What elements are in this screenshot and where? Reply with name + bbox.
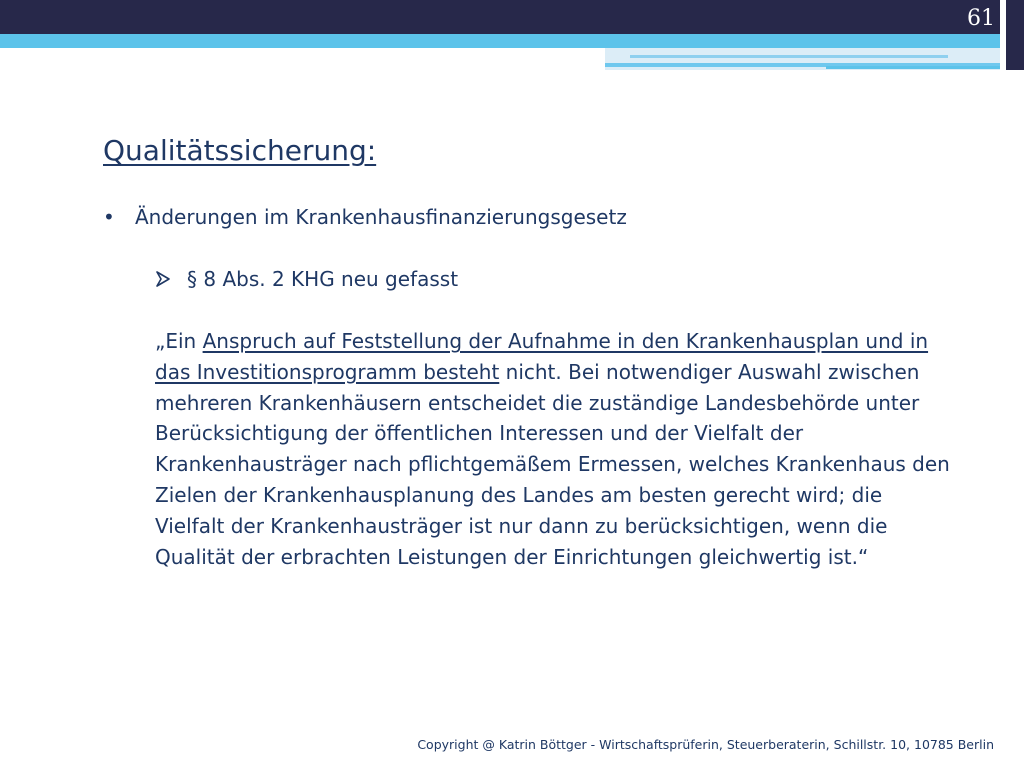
arrow-bullet-icon bbox=[155, 271, 187, 287]
quote-remainder: nicht. Bei notwendiger Auswahl zwischen mehreren Krankenhäusern entscheidet die zuständige Landesbehörde unter Berücksichtigung der öffentlichen Interessen und der Vielfalt der Krankenhausträger nach pflichtgemäßem Ermessen, welches Krankenhaus den Zielen der Krankenhausplanung des Landes am besten gerecht wird; die Vielfalt der Krankenhausträger ist nur dann zu berücksichtigen, wenn die Qualität der erbrachten Leistungen der Einrichtungen gleichwertig ist.“ bbox=[155, 359, 950, 569]
bullet-item bbox=[103, 205, 627, 229]
law-quote bbox=[155, 326, 955, 572]
sub-bullet-text: § 8 Abs. 2 KHG neu gefasst bbox=[187, 267, 459, 291]
bullet-text: Änderungen im Krankenhausfinanzierungsgesetz bbox=[135, 205, 627, 229]
slide-title: Qualitätssicherung: bbox=[103, 134, 377, 167]
header-accent-bar bbox=[0, 34, 1024, 48]
header-decor-line bbox=[630, 55, 948, 58]
quote-opening: „Ein bbox=[155, 329, 203, 353]
sub-bullet-item bbox=[155, 267, 458, 291]
header-decor-line bbox=[826, 66, 1000, 69]
header-right-edge bbox=[1006, 0, 1024, 70]
header-dark-bar bbox=[0, 0, 1024, 34]
slide-number: 61 bbox=[967, 6, 995, 31]
copyright-footer: Copyright @ Katrin Böttger - Wirtschaftsprüferin, Steuerberaterin, Schillstr. 10, 10785 Berlin bbox=[417, 737, 994, 752]
quote-underlined: Anspruch auf Feststellung der Aufnahme in den Krankenhausplan und in das Investitionsprogramm besteht bbox=[155, 329, 929, 384]
bullet-marker: • bbox=[103, 205, 115, 229]
